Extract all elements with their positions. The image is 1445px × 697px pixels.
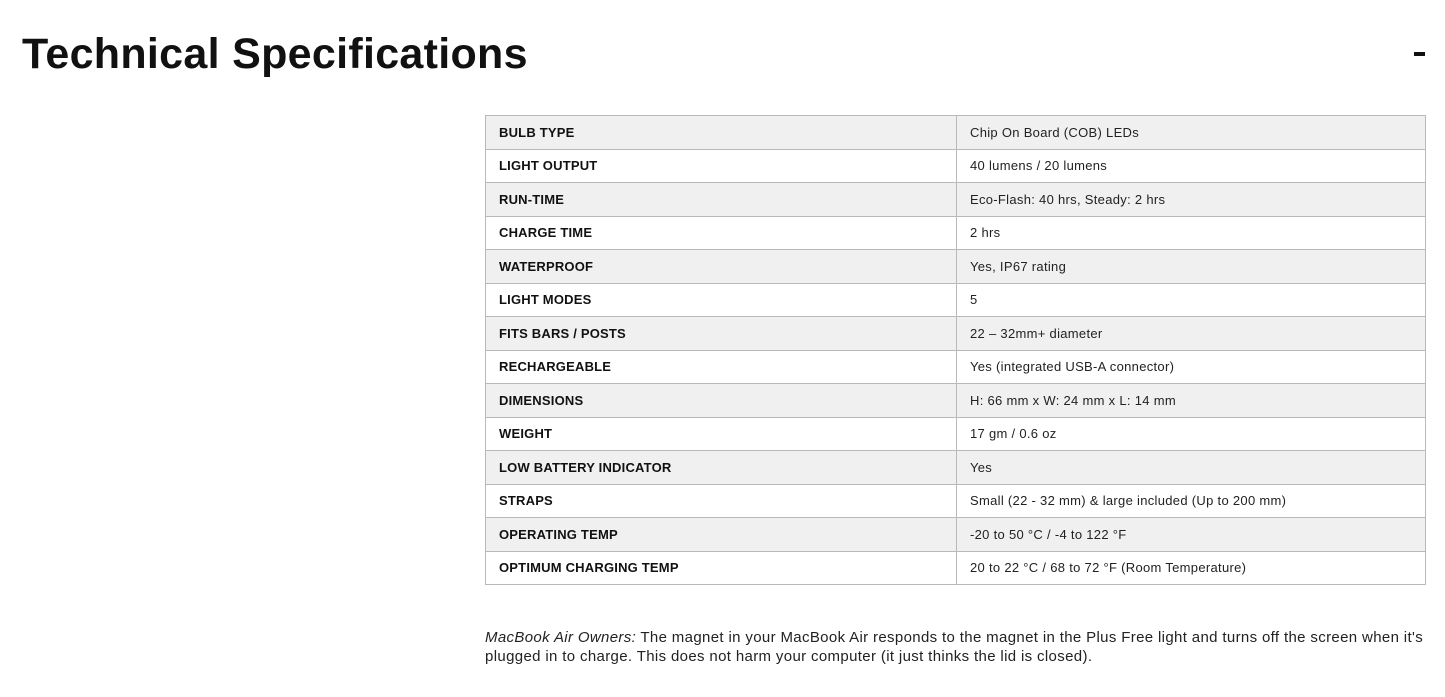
table-row	[486, 149, 1426, 183]
table-row	[486, 451, 1426, 485]
spec-value: H: 66 mm x W: 24 mm x L: 14 mm	[957, 384, 1426, 418]
spec-label: RECHARGEABLE	[486, 350, 957, 384]
spec-value: Yes, IP67 rating	[957, 250, 1426, 284]
table-row	[486, 551, 1426, 585]
spec-value: 20 to 22 °C / 68 to 72 °F (Room Temperature)	[957, 551, 1426, 585]
minus-icon	[1414, 52, 1425, 56]
spec-value: Eco-Flash: 40 hrs, Steady: 2 hrs	[957, 183, 1426, 217]
table-row	[486, 384, 1426, 418]
table-row	[486, 484, 1426, 518]
spec-label: STRAPS	[486, 484, 957, 518]
collapse-toggle[interactable]	[1407, 26, 1427, 82]
spec-value: 17 gm / 0.6 oz	[957, 417, 1426, 451]
spec-label: FITS BARS / POSTS	[486, 317, 957, 351]
spec-value: 2 hrs	[957, 216, 1426, 250]
table-row	[486, 183, 1426, 217]
spec-label: LIGHT OUTPUT	[486, 149, 957, 183]
section-header	[22, 26, 1427, 82]
page-title: Technical Specifications	[22, 30, 528, 78]
spec-table-body	[486, 116, 1426, 585]
spec-label: DIMENSIONS	[486, 384, 957, 418]
spec-value: -20 to 50 °C / -4 to 122 °F	[957, 518, 1426, 552]
spec-label: RUN-TIME	[486, 183, 957, 217]
spec-label: BULB TYPE	[486, 116, 957, 150]
spec-value: Chip On Board (COB) LEDs	[957, 116, 1426, 150]
spec-value: Yes	[957, 451, 1426, 485]
spec-label: OPTIMUM CHARGING TEMP	[486, 551, 957, 585]
spec-value: 40 lumens / 20 lumens	[957, 149, 1426, 183]
table-row	[486, 250, 1426, 284]
collapse-toggle-label	[1426, 54, 1427, 55]
spec-value: 22 – 32mm+ diameter	[957, 317, 1426, 351]
table-row	[486, 518, 1426, 552]
spec-label: LOW BATTERY INDICATOR	[486, 451, 957, 485]
spec-label: WEIGHT	[486, 417, 957, 451]
spec-label: WATERPROOF	[486, 250, 957, 284]
macbook-note	[485, 628, 1430, 666]
spec-label: LIGHT MODES	[486, 283, 957, 317]
spec-value: 5	[957, 283, 1426, 317]
table-row	[486, 417, 1426, 451]
spec-value: Yes (integrated USB-A connector)	[957, 350, 1426, 384]
note-lead: MacBook Air Owners:	[485, 629, 637, 646]
spec-value: Small (22 - 32 mm) & large included (Up to 200 mm)	[957, 484, 1426, 518]
table-row	[486, 116, 1426, 150]
spec-label: OPERATING TEMP	[486, 518, 957, 552]
table-row	[486, 317, 1426, 351]
table-row	[486, 216, 1426, 250]
table-row	[486, 350, 1426, 384]
spec-table	[485, 115, 1426, 585]
note-text: The magnet in your MacBook Air responds to the magnet in the Plus Free light and turns off the screen when it's plugged in to charge. This does not harm your computer (it just thinks the lid is closed).	[485, 629, 1424, 665]
table-row	[486, 283, 1426, 317]
spec-label: CHARGE TIME	[486, 216, 957, 250]
